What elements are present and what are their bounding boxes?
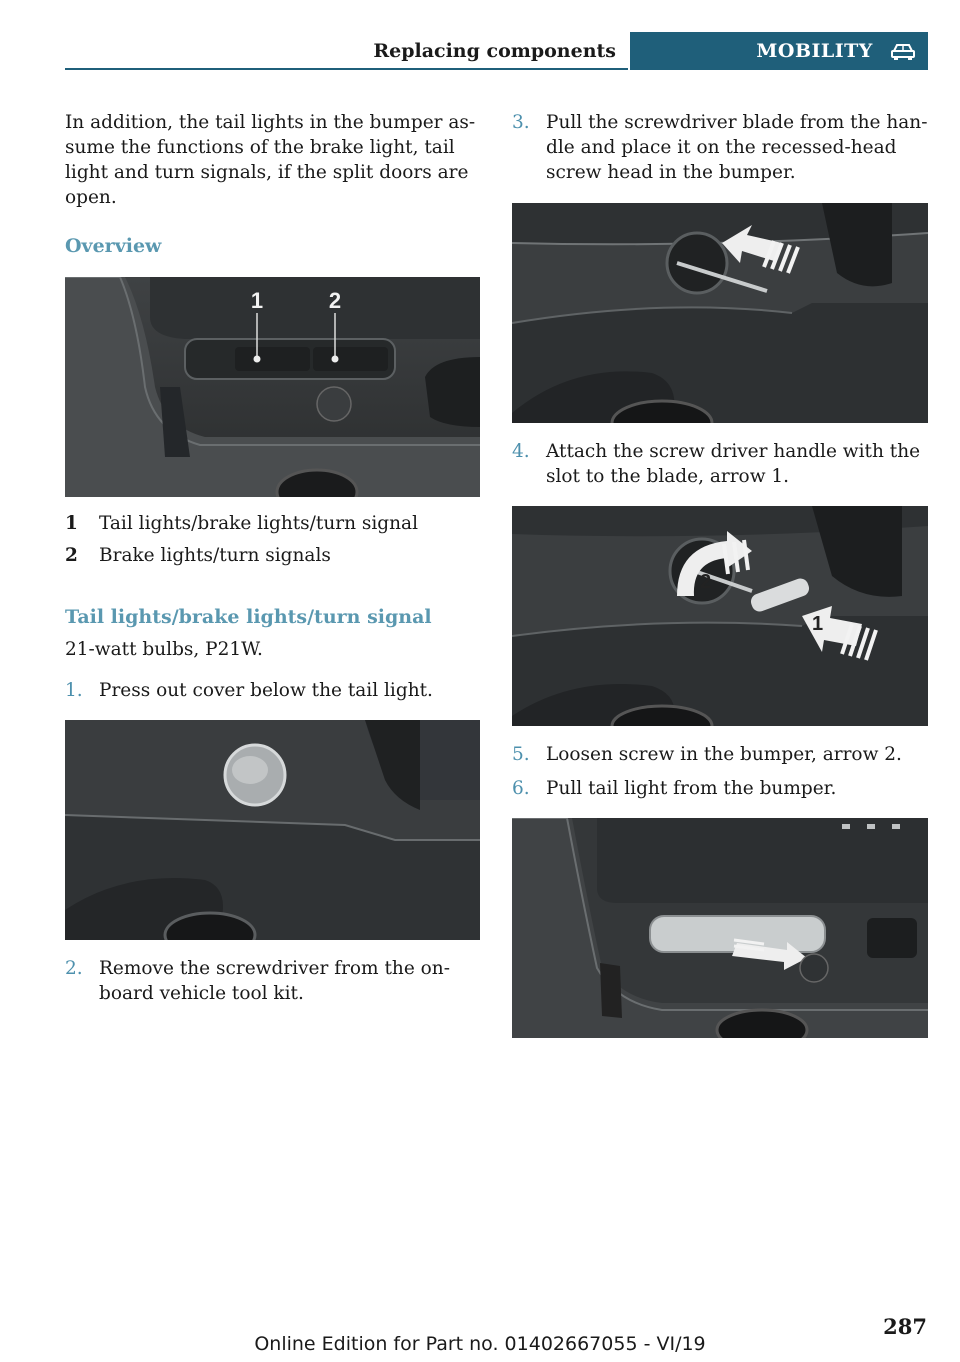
- handle-photo: [512, 506, 928, 726]
- screwdriver-photo: [512, 203, 928, 423]
- step-number: 4.: [512, 441, 530, 462]
- step-6: [512, 776, 928, 801]
- legend-number: 1: [65, 513, 78, 534]
- step-number: 3.: [512, 112, 530, 133]
- overview-callout-1: 1: [250, 288, 264, 313]
- step-number: 6.: [512, 778, 530, 799]
- handle-callout-2: 2: [700, 571, 712, 593]
- step-text: Loosen screw in the bumper, arrow 2.: [546, 744, 902, 765]
- overview-callout-2: 2: [328, 288, 342, 313]
- step-text: Attach the screw driver handle with the slot to the blade, arrow 1.: [546, 441, 921, 487]
- step-text: Press out cover below the tail light.: [99, 680, 433, 701]
- step-text: Remove the screwdriver from the onboard vehicle tool kit.: [99, 958, 450, 1004]
- cover-photo: [65, 720, 480, 940]
- step-3: [512, 110, 928, 185]
- step-text: Pull the screwdriver blade from the handle and place it on the recessed-head screw head in the bumper.: [546, 112, 928, 183]
- legend-number: 2: [65, 545, 78, 566]
- step-number: 5.: [512, 744, 530, 765]
- step-text: Pull tail light from the bumper.: [546, 778, 837, 799]
- tail-lights-heading: Tail lights/brake lights/turn signal: [65, 606, 432, 628]
- chapter-title: MOBILITY: [756, 40, 873, 62]
- chapter-tab: [630, 32, 928, 70]
- legend-text: Tail lights/brake lights/turn signal: [99, 513, 419, 534]
- legend-item-1: [65, 511, 480, 536]
- step-5: [512, 742, 928, 767]
- car-mobility-icon: [890, 41, 916, 61]
- section-title: Replacing components: [65, 32, 628, 70]
- intro-paragraph: In addition, the tail lights in the bumper assume the functions of the brake light, tail light and turn signals, if the split doors are open.: [65, 112, 476, 208]
- bulb-spec: 21-watt bulbs, P21W.: [65, 639, 263, 660]
- step-number: 2.: [65, 958, 83, 979]
- step-1: [65, 678, 480, 703]
- legend-text: Brake lights/turn signals: [99, 545, 331, 566]
- step-number: 1.: [65, 680, 83, 701]
- overview-heading: Overview: [65, 235, 162, 257]
- handle-callout-1: 1: [812, 613, 824, 635]
- step-4: [512, 439, 928, 489]
- step-2: [65, 956, 480, 1006]
- legend-item-2: [65, 543, 480, 568]
- overview-photo: [65, 277, 480, 497]
- tail-light-removal-photo: [512, 818, 928, 1038]
- edition-footer: Online Edition for Part no. 01402667055 - VI/19: [254, 1333, 706, 1355]
- page-number: 287: [883, 1314, 927, 1339]
